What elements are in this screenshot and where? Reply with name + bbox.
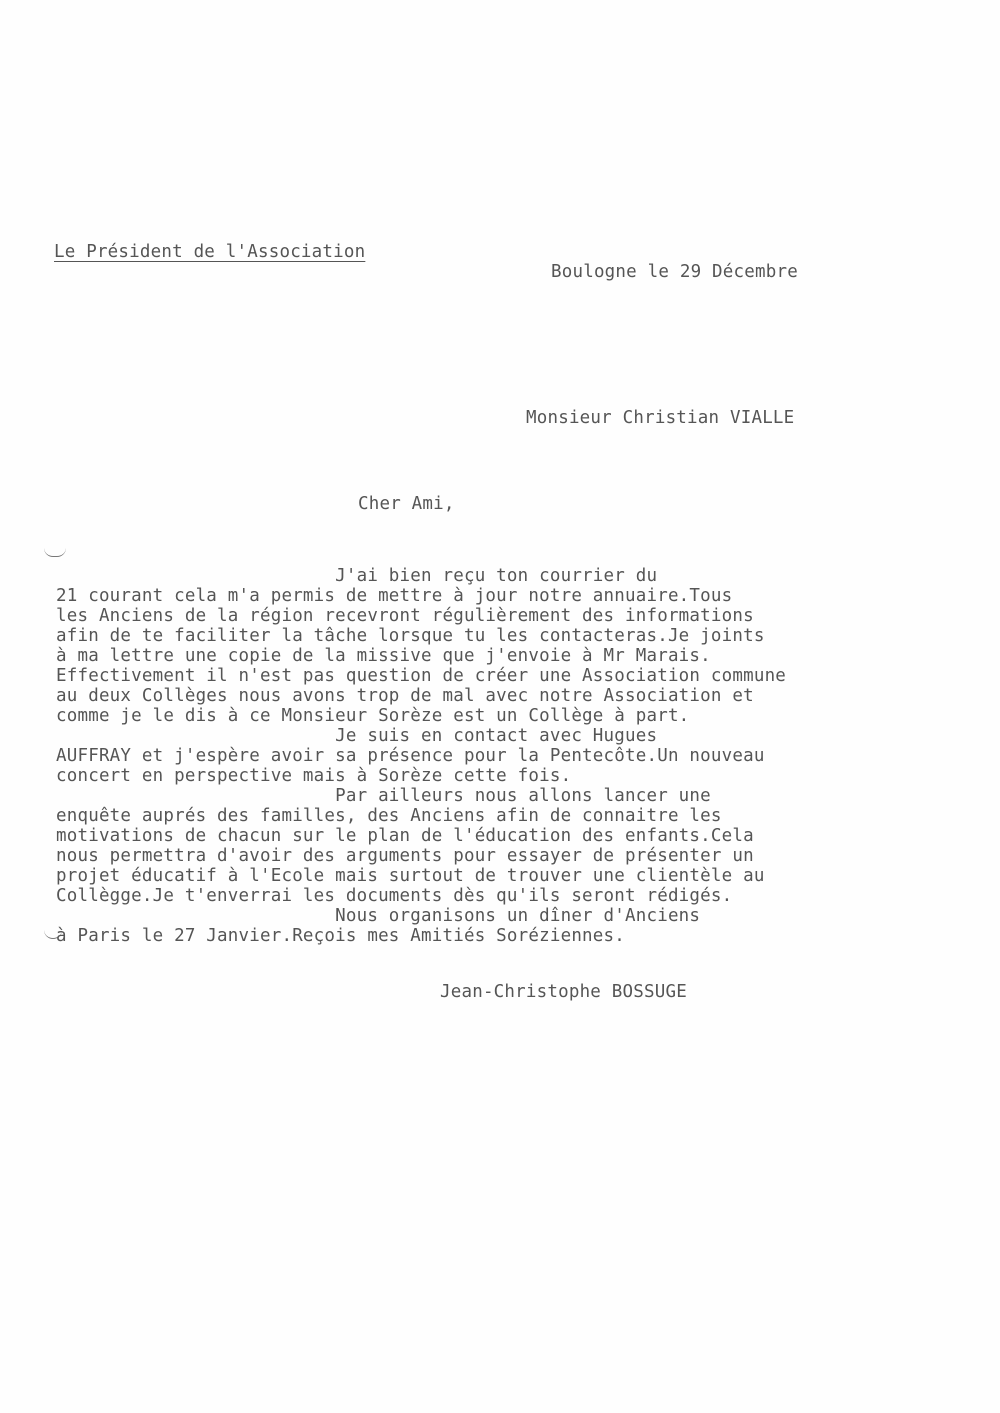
- sender-title: Le Président de l'Association: [54, 242, 366, 262]
- body-line: afin de te faciliter la tâche lorsque tu les contacteras.Je joints: [56, 626, 765, 646]
- body-line: AUFFRAY et j'espère avoir sa présence pour la Pentecôte.Un nouveau: [56, 746, 765, 766]
- body-line: 21 courant cela m'a permis de mettre à jour notre annuaire.Tous: [56, 586, 733, 606]
- body-line: Je suis en contact avec Hugues: [56, 726, 658, 746]
- body-line: projet éducatif à l'Ecole mais surtout de trouver une clientèle au: [56, 866, 765, 886]
- body-line: enquête auprés des familles, des Anciens afin de connaitre les: [56, 806, 722, 826]
- body-line: à ma lettre une copie de la missive que j'envoie à Mr Marais.: [56, 646, 711, 666]
- body-line: Nous organisons un dîner d'Anciens: [56, 906, 701, 926]
- punch-mark: [44, 548, 66, 557]
- body-line: Collègge.Je t'enverrai les documents dès qu'ils seront rédigés.: [56, 886, 733, 906]
- body-line: concert en perspective mais à Sorèze cette fois.: [56, 766, 572, 786]
- salutation: Cher Ami,: [358, 494, 455, 514]
- body-line: les Anciens de la région recevront régulièrement des informations: [56, 606, 754, 626]
- body-line: J'ai bien reçu ton courrier du: [56, 566, 658, 586]
- letter-date: Boulogne le 29 Décembre: [551, 262, 798, 282]
- body-line: au deux Collèges nous avons trop de mal avec notre Association et: [56, 686, 754, 706]
- body-line: Par ailleurs nous allons lancer une: [56, 786, 711, 806]
- signature-name: Jean-Christophe BOSSUGE: [440, 982, 687, 1002]
- body-line: motivations de chacun sur le plan de l'éducation des enfants.Cela: [56, 826, 754, 846]
- body-line: Effectivement il n'est pas question de créer une Association commune: [56, 666, 787, 686]
- body-line: à Paris le 27 Janvier.Reçois mes Amitiés Soréziennes.: [56, 926, 626, 946]
- body-line: nous permettra d'avoir des arguments pour essayer de présenter un: [56, 846, 754, 866]
- body-line: comme je le dis à ce Monsieur Sorèze est un Collège à part.: [56, 706, 690, 726]
- recipient-name: Monsieur Christian VIALLE: [526, 408, 795, 428]
